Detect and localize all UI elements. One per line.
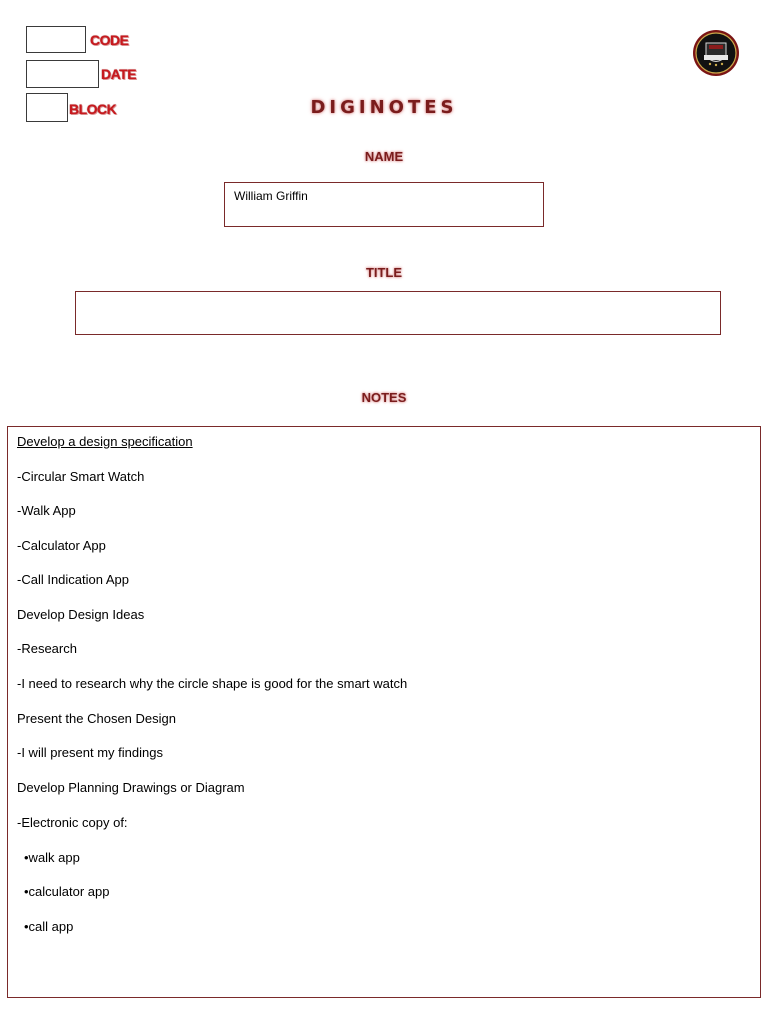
code-label: CODE xyxy=(90,32,129,48)
list-item: -Walk App xyxy=(17,503,76,518)
list-item: •calculator app xyxy=(24,884,110,899)
list-item: -I need to research why the circle shape is good for the smart watch xyxy=(17,676,408,691)
list-item: -Research xyxy=(17,641,77,656)
list-item: -Call Indication App xyxy=(17,572,130,587)
notes-area[interactable] xyxy=(7,426,761,998)
list-item: -I will present my findings xyxy=(17,745,163,760)
list-item: Develop Design Ideas xyxy=(17,607,145,622)
list-item: -Electronic copy of: xyxy=(17,815,128,830)
list-item: Develop a design specification xyxy=(17,434,193,449)
block-label: BLOCK xyxy=(69,101,117,117)
school-crest-icon xyxy=(692,29,740,77)
title-label: TITLE xyxy=(365,265,403,280)
code-input-box[interactable] xyxy=(26,26,86,53)
date-label: DATE xyxy=(101,66,137,82)
list-item: Present the Chosen Design xyxy=(17,711,176,726)
list-item: •walk app xyxy=(24,850,80,865)
date-input-box[interactable] xyxy=(26,60,99,88)
list-item: -Calculator App xyxy=(17,538,106,553)
name-value: William Griffin xyxy=(234,189,308,203)
title-field[interactable] xyxy=(75,291,721,335)
list-item: -Circular Smart Watch xyxy=(17,469,145,484)
name-field[interactable] xyxy=(224,182,544,227)
page-title: DIGINOTES xyxy=(310,97,458,118)
notes-label: NOTES xyxy=(361,390,407,405)
name-label: NAME xyxy=(364,149,404,164)
list-item: •call app xyxy=(24,919,74,934)
list-item: Develop Planning Drawings or Diagram xyxy=(17,780,245,795)
